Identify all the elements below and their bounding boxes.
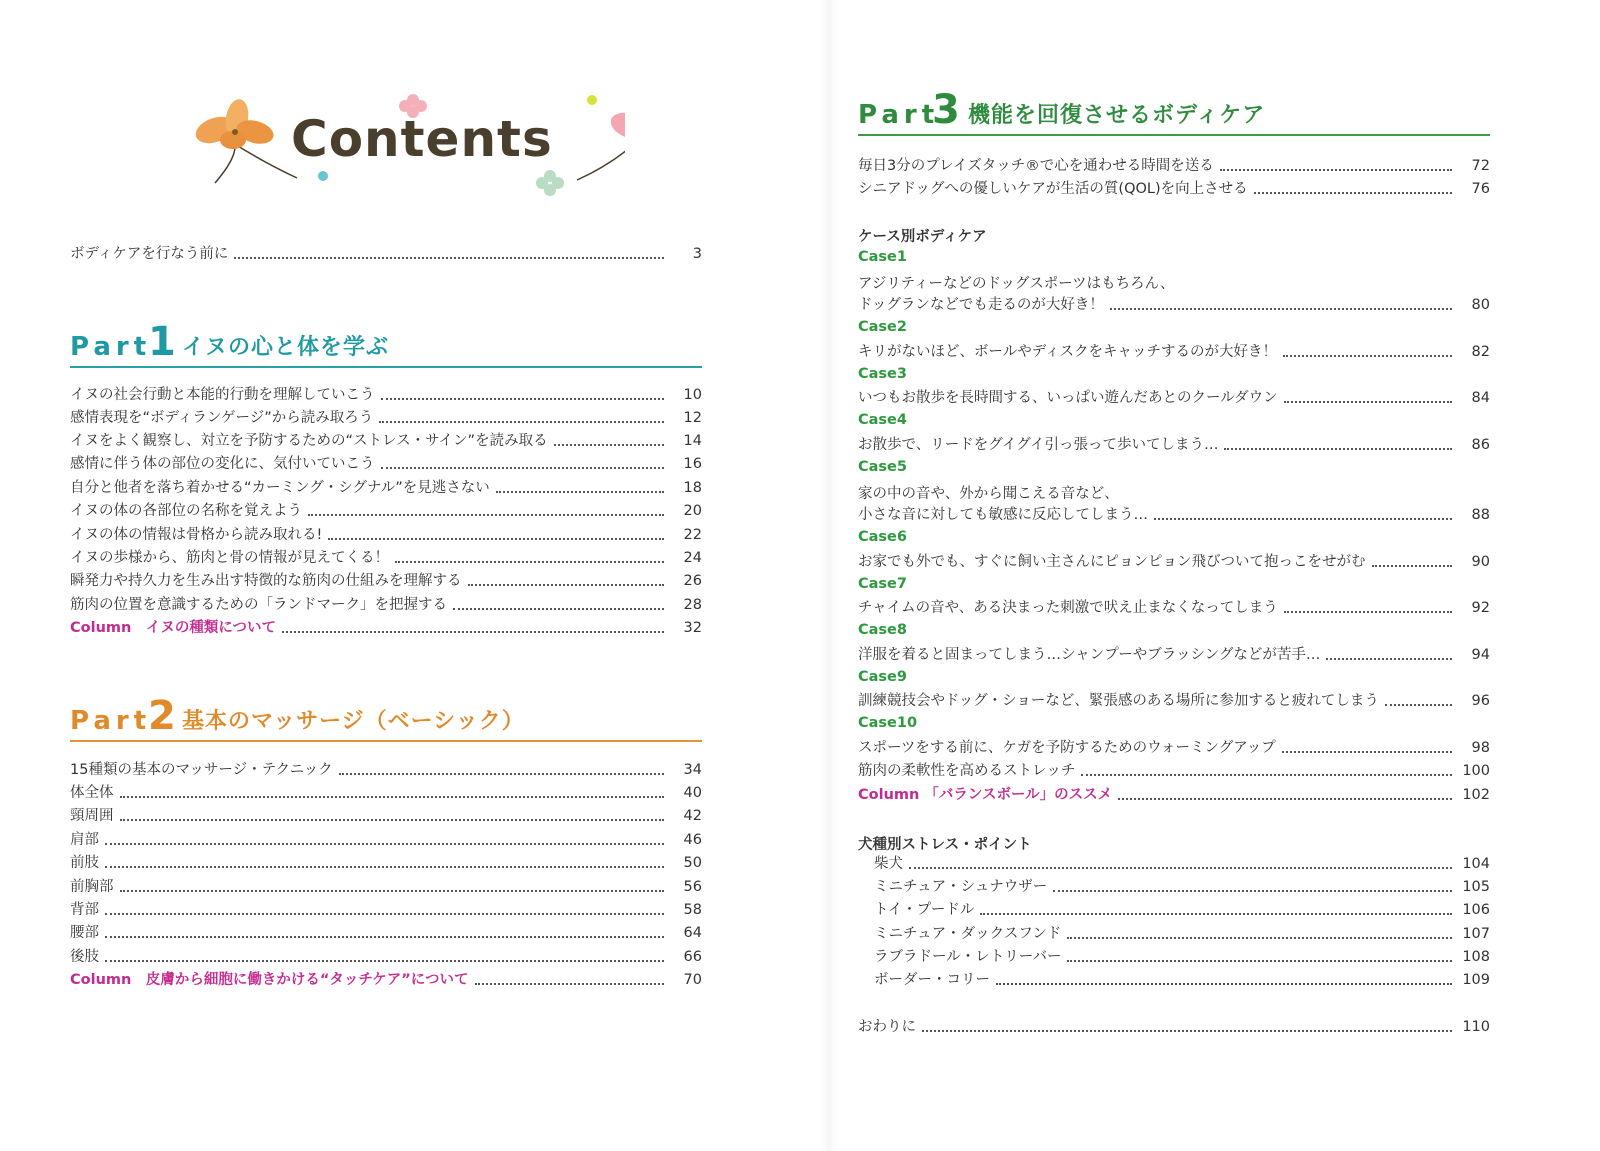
toc-page-number: 32 (683, 620, 702, 636)
leader-dots (379, 421, 664, 423)
toc-page-number: 76 (1471, 181, 1490, 197)
leader-dots (1283, 355, 1452, 357)
part-label: Part (70, 706, 152, 736)
toc-entry-outro[interactable] (858, 1016, 1490, 1039)
leader-dots (308, 514, 664, 516)
toc-page-number: 82 (1471, 344, 1490, 360)
leader-dots (381, 398, 665, 400)
toc-entry-text: ミニチュア・シュナウザー (874, 879, 1048, 895)
toc-entry-case[interactable] (858, 597, 1490, 620)
leader-dots (554, 444, 664, 446)
left-page (70, 0, 702, 1151)
leader-dots (328, 538, 664, 540)
toc-page-number: 24 (683, 550, 702, 566)
toc-page-number: 18 (683, 480, 702, 496)
toc-entry-text: 柴犬 (874, 856, 903, 872)
toc-page-number: 84 (1471, 390, 1490, 406)
toc-entry-text: イヌの歩様から、筋肉と骨の情報が見えてくる！ (70, 550, 389, 566)
toc-entry[interactable] (858, 178, 1490, 201)
toc-page-number: 16 (683, 456, 702, 472)
toc-entry-case[interactable] (858, 504, 1490, 527)
toc-entry-text: 前胸部 (70, 879, 114, 895)
leader-dots (381, 467, 665, 469)
toc-page-number: 105 (1462, 879, 1490, 895)
leader-dots (1385, 704, 1452, 706)
toc-entry-breed[interactable] (858, 969, 1490, 992)
part-title: イヌの心と体を学ぶ (182, 335, 390, 360)
toc-entry[interactable] (70, 759, 702, 782)
toc-entry-text: 頸周囲 (70, 808, 114, 824)
part-number: 2 (148, 693, 176, 739)
toc-page-number: 80 (1471, 297, 1490, 313)
leader-dots (1220, 169, 1452, 171)
leader-dots (105, 866, 664, 868)
toc-entry-text: トイ・プードル (874, 902, 975, 918)
case-label: Case3 (858, 366, 907, 382)
toc-entry[interactable] (70, 524, 702, 547)
leader-dots (395, 561, 664, 563)
toc-entry-case[interactable] (858, 434, 1490, 457)
leader-dots (1110, 308, 1452, 310)
part-title: 基本のマッサージ（ベーシック） (182, 709, 525, 734)
leader-dots (105, 960, 664, 962)
toc-entry-case[interactable] (858, 294, 1490, 317)
toc-entry-text: キリがないほど、ボールやディスクをキャッチするのが大好き！ (858, 344, 1278, 360)
toc-entry-breed[interactable] (858, 876, 1490, 899)
part-label: Part (70, 332, 152, 362)
toc-page-number: 22 (683, 527, 702, 543)
toc-entry[interactable] (70, 946, 702, 969)
toc-page-number: 94 (1471, 647, 1490, 663)
toc-entry-text: イヌをよく観察し、対立を予防するための“ストレス・サイン”を読み取る (70, 433, 548, 449)
toc-entry[interactable] (70, 430, 702, 453)
toc-page-number: 109 (1462, 972, 1490, 988)
leader-dots (1326, 658, 1452, 660)
leader-dots (922, 1030, 1452, 1032)
part-number: 1 (148, 319, 176, 365)
toc-page-number: 100 (1462, 763, 1490, 779)
toc-entry-text: イヌの社会行動と本能的行動を理解していこう (70, 387, 375, 403)
toc-page-number: 104 (1462, 856, 1490, 872)
toc-entry-case[interactable] (858, 551, 1490, 574)
leader-dots (1372, 565, 1453, 567)
toc-page-number: 40 (683, 785, 702, 801)
toc-entry-text: 筋肉の位置を意識するための「ランドマーク」を把握する (70, 597, 447, 613)
toc-page-number: 3 (692, 246, 702, 262)
toc-page-number: 86 (1471, 437, 1490, 453)
contents-title: Contents (291, 110, 553, 168)
leader-dots (1067, 937, 1452, 939)
leader-dots (105, 913, 664, 915)
toc-page-number: 96 (1471, 693, 1490, 709)
toc-entry-text: 瞬発力や持久力を生み出す特徴的な筋肉の仕組みを理解する (70, 573, 462, 589)
case-subtitle-line: アジリティーなどのドッグスポーツはもちろん、 (858, 276, 1175, 292)
leader-dots (1053, 890, 1452, 892)
toc-entry-case[interactable] (858, 644, 1490, 667)
leader-dots (1224, 448, 1452, 450)
toc-entry-text: 背部 (70, 902, 99, 918)
leader-dots (1254, 192, 1452, 194)
toc-page-number: 28 (683, 597, 702, 613)
toc-page-number: 98 (1471, 740, 1490, 756)
toc-entry-intro[interactable] (70, 243, 702, 266)
leader-dots (1284, 401, 1452, 403)
toc-entry-case[interactable] (858, 387, 1490, 410)
leader-dots (282, 631, 664, 633)
toc-entry[interactable] (858, 760, 1490, 783)
leader-dots (475, 983, 664, 985)
toc-entry[interactable] (70, 570, 702, 593)
toc-entry-breed[interactable] (858, 899, 1490, 922)
toc-page-number: 66 (683, 949, 702, 965)
leader-dots (1282, 751, 1452, 753)
leader-dots (980, 913, 1452, 915)
toc-entry-text: Column 「バランスボール」のススメ (858, 787, 1113, 803)
toc-entry[interactable] (858, 155, 1490, 178)
toc-entry-text: イヌの体の情報は骨格から読み取れる! (70, 527, 323, 543)
leader-dots (234, 257, 664, 259)
toc-entry-text: ボーダー・コリー (874, 972, 990, 988)
leader-dots (339, 773, 664, 775)
toc-entry-text: 毎日3分のプレイズタッチ®で心を通わせる時間を送る (858, 158, 1214, 174)
toc-entry-text: 15種類の基本のマッサージ・テクニック (70, 762, 333, 778)
part2-heading (70, 693, 702, 742)
toc-page-number: 42 (683, 808, 702, 824)
toc-page-number: 106 (1462, 902, 1490, 918)
case-label: Case7 (858, 576, 907, 592)
toc-entry-text: 小さな音に対しても敏感に反応してしまう… (858, 507, 1148, 523)
toc-entry-text: 自分と他者を落ち着かせる“カーミング・シグナル”を見逃さない (70, 480, 490, 496)
toc-entry-column[interactable] (858, 784, 1490, 807)
toc-page-number: 64 (683, 925, 702, 941)
toc-entry-text: お家でも外でも、すぐに飼い主さんにピョンピョン飛びついて抱っこをせがむ (858, 554, 1366, 570)
toc-page-number: 90 (1471, 554, 1490, 570)
leader-dots (1118, 798, 1452, 800)
case-label: Case8 (858, 622, 907, 638)
toc-entry[interactable] (70, 477, 702, 500)
case-section-title: ケース別ボディケア (858, 229, 987, 245)
toc-page-number: 50 (683, 855, 702, 871)
leader-dots (1067, 960, 1452, 962)
toc-page-number: 88 (1471, 507, 1490, 523)
toc-page-number: 46 (683, 832, 702, 848)
toc-page-number: 20 (683, 503, 702, 519)
case-label: Case2 (858, 319, 907, 335)
toc-page-number: 14 (683, 433, 702, 449)
toc-entry[interactable] (70, 829, 702, 852)
toc-page-number: 12 (683, 410, 702, 426)
part-number: 3 (932, 87, 960, 133)
case-label: Case9 (858, 669, 907, 685)
case-subtitle-line: 家の中の音や、外から聞こえる音など、 (858, 486, 1119, 502)
page-gutter (820, 0, 838, 1151)
toc-entry-case[interactable] (858, 341, 1490, 364)
toc-entry-text: Column 皮膚から細胞に働きかける“タッチケア”について (70, 972, 469, 988)
toc-entry-text: 感情に伴う体の部位の変化に、気付いていこう (70, 456, 375, 472)
toc-entry-text: ラブラドール・レトリーバー (874, 949, 1062, 965)
toc-entry[interactable] (70, 922, 702, 945)
right-page (858, 0, 1490, 1151)
toc-page-number: 102 (1462, 787, 1490, 803)
toc-entry-text: イヌの体の各部位の名称を覚えよう (70, 503, 302, 519)
toc-entry-text: スポーツをする前に、ケガを予防するためのウォーミングアップ (858, 740, 1276, 756)
toc-entry-text: チャイムの音や、ある決まった刺激で吠え止まなくなってしまう (858, 600, 1278, 616)
toc-page-number: 58 (683, 902, 702, 918)
part1-heading (70, 319, 702, 368)
toc-entry-text: ミニチュア・ダックスフンド (874, 926, 1062, 942)
case-label: Case6 (858, 529, 907, 545)
toc-entry-case[interactable] (858, 690, 1490, 713)
toc-entry-text: 後肢 (70, 949, 99, 965)
toc-page-number: 10 (683, 387, 702, 403)
leader-dots (105, 936, 664, 938)
case-label: Case4 (858, 412, 907, 428)
leader-dots (1284, 611, 1452, 613)
toc-entry[interactable] (70, 852, 702, 875)
leader-dots (120, 796, 665, 798)
leader-dots (909, 867, 1452, 869)
toc-entry-text: いつもお散歩を長時間する、いっぱい遊んだあとのクールダウン (858, 390, 1278, 406)
toc-entry-text: ドッグランなどでも走るのが大好き！ (858, 297, 1104, 313)
toc-entry-text: 前肢 (70, 855, 99, 871)
toc-entry[interactable] (70, 899, 702, 922)
part-label: Part (858, 100, 940, 130)
toc-entry-breed[interactable] (858, 853, 1490, 876)
toc-entry-text: 肩部 (70, 832, 99, 848)
toc-entry-text: シニアドッグへの優しいケアが生活の質(QOL)を向上させる (858, 181, 1248, 197)
part3-heading (858, 87, 1490, 136)
toc-page-number: 34 (683, 762, 702, 778)
toc-entry-text: 感情表現を“ボディランゲージ”から読み取ろう (70, 410, 374, 426)
leader-dots (496, 491, 664, 493)
toc-page-number: 56 (683, 879, 702, 895)
toc-entry[interactable] (70, 782, 702, 805)
toc-page-number: 107 (1462, 926, 1490, 942)
case-label: Case5 (858, 459, 907, 475)
breed-section-title: 犬種別ストレス・ポイント (858, 837, 1032, 853)
leader-dots (120, 890, 665, 892)
leader-dots (105, 843, 664, 845)
leader-dots (120, 819, 665, 821)
case-label: Case10 (858, 715, 918, 731)
contents-header (185, 88, 625, 198)
toc-entry-text: 訓練競技会やドッグ・ショーなど、緊張感のある場所に参加すると疲れてしまう (858, 693, 1379, 709)
toc-entry-text: ボディケアを行なう前に (70, 246, 229, 262)
toc-page-number: 70 (683, 972, 702, 988)
toc-entry-text: おわりに (858, 1019, 916, 1035)
toc-entry-case[interactable] (858, 737, 1490, 760)
toc-entry[interactable] (70, 407, 702, 430)
leader-dots (453, 608, 664, 610)
toc-page-number: 92 (1471, 600, 1490, 616)
toc-entry-text: 洋服を着ると固まってしまう…シャンプーやブラッシングなどが苦手… (858, 647, 1321, 663)
toc-entry-breed[interactable] (858, 946, 1490, 969)
toc-entry-text: 体全体 (70, 785, 114, 801)
toc-page-number: 26 (683, 573, 702, 589)
toc-page-number: 110 (1462, 1019, 1490, 1035)
leader-dots (996, 983, 1452, 985)
toc-entry[interactable] (70, 547, 702, 570)
toc-entry[interactable] (70, 384, 702, 407)
toc-entry-breed[interactable] (858, 923, 1490, 946)
toc-entry[interactable] (70, 500, 702, 523)
leader-dots (468, 584, 665, 586)
toc-entry-column[interactable] (70, 969, 702, 992)
toc-entry-text: 腰部 (70, 925, 99, 941)
toc-entry[interactable] (70, 594, 702, 617)
leader-dots (1081, 774, 1452, 776)
toc-entry-text: 筋肉の柔軟性を高めるストレッチ (858, 763, 1076, 779)
part-title: 機能を回復させるボディケア (968, 103, 1266, 128)
toc-entry[interactable] (70, 876, 702, 899)
toc-entry-text: お散歩で、リードをグイグイ引っ張って歩いてしまう… (858, 437, 1219, 453)
toc-entry-column[interactable] (70, 617, 702, 640)
toc-entry-text: Column イヌの種類について (70, 620, 277, 636)
case-label: Case1 (858, 249, 907, 265)
leader-dots (1154, 518, 1452, 520)
toc-page-number: 108 (1462, 949, 1490, 965)
toc-entry[interactable] (70, 805, 702, 828)
toc-page-number: 72 (1471, 158, 1490, 174)
toc-entry[interactable] (70, 453, 702, 476)
